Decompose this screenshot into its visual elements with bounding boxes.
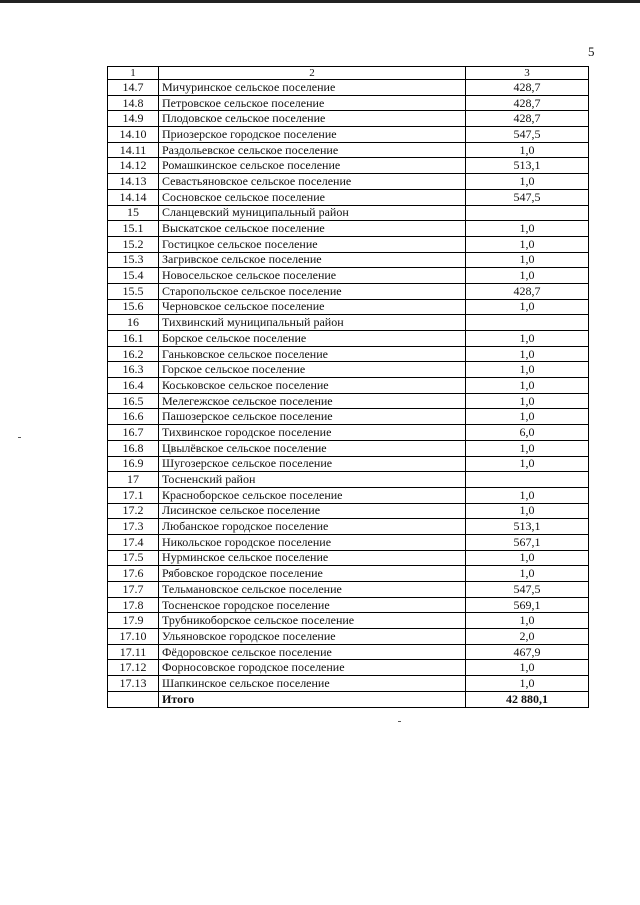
table-row: [108, 472, 589, 488]
row-value: 547,5: [466, 582, 589, 598]
row-number: 17.5: [108, 550, 159, 566]
table-row: [108, 80, 589, 96]
row-name: Трубникоборское сельское поселение: [159, 613, 466, 629]
row-value: 428,7: [466, 80, 589, 96]
row-name: Шугозерское сельское поселение: [159, 456, 466, 472]
row-value: 1,0: [466, 440, 589, 456]
table-row: [108, 440, 589, 456]
row-name: Борское сельское поселение: [159, 331, 466, 347]
row-number: 14.9: [108, 111, 159, 127]
table-row: [108, 268, 589, 284]
row-name: Тихвинский муниципальный район: [159, 315, 466, 331]
row-number: 16.4: [108, 378, 159, 394]
table-row: [108, 331, 589, 347]
allocation-table: [107, 66, 589, 708]
row-number: 15.1: [108, 221, 159, 237]
table-row: [108, 566, 589, 582]
table-row: [108, 362, 589, 378]
row-name: Пашозерское сельское поселение: [159, 409, 466, 425]
row-number: 16.1: [108, 331, 159, 347]
row-value: 1,0: [466, 378, 589, 394]
row-number: 16.3: [108, 362, 159, 378]
row-number: [108, 691, 159, 707]
row-name: Плодовское сельское поселение: [159, 111, 466, 127]
row-name: Цвылёвское сельское поселение: [159, 440, 466, 456]
row-value: 513,1: [466, 519, 589, 535]
row-name: Горское сельское поселение: [159, 362, 466, 378]
table-row: [108, 629, 589, 645]
row-value: 6,0: [466, 425, 589, 441]
row-number: 17: [108, 472, 159, 488]
row-number: 16.5: [108, 393, 159, 409]
table-row: [108, 534, 589, 550]
row-name: Любанское городское поселение: [159, 519, 466, 535]
row-number: 14.11: [108, 142, 159, 158]
row-value: 567,1: [466, 534, 589, 550]
row-name: Мичуринское сельское поселение: [159, 80, 466, 96]
table-row: [108, 158, 589, 174]
row-value: 547,5: [466, 189, 589, 205]
row-number: 14.8: [108, 95, 159, 111]
row-value: 1,0: [466, 613, 589, 629]
row-number: 17.4: [108, 534, 159, 550]
row-number: 15: [108, 205, 159, 221]
table-row: [108, 676, 589, 692]
row-number: 16.6: [108, 409, 159, 425]
row-number: 16.9: [108, 456, 159, 472]
table-row: [108, 315, 589, 331]
row-value: 467,9: [466, 644, 589, 660]
row-number: 16: [108, 315, 159, 331]
row-number: 17.2: [108, 503, 159, 519]
row-value: 513,1: [466, 158, 589, 174]
scan-mark-left: [18, 437, 21, 438]
table-row: [108, 378, 589, 394]
row-number: 17.8: [108, 597, 159, 613]
row-name: Гостицкое сельское поселение: [159, 236, 466, 252]
table-row: [108, 111, 589, 127]
row-name: Севастьяновское сельское поселение: [159, 174, 466, 190]
row-name: Тельмановское сельское поселение: [159, 582, 466, 598]
row-number: 16.7: [108, 425, 159, 441]
row-number: 17.1: [108, 487, 159, 503]
row-value: 428,7: [466, 95, 589, 111]
table-total-row: [108, 691, 589, 707]
header-col-2: 2: [159, 67, 466, 80]
row-name: Черновское сельское поселение: [159, 299, 466, 315]
table-row: [108, 346, 589, 362]
row-number: 15.2: [108, 236, 159, 252]
table-row: [108, 409, 589, 425]
row-value: 42 880,1: [466, 691, 589, 707]
row-number: 15.6: [108, 299, 159, 315]
row-number: 15.3: [108, 252, 159, 268]
scan-top-edge: [0, 0, 640, 3]
row-value: 1,0: [466, 236, 589, 252]
row-value: 428,7: [466, 283, 589, 299]
row-name: Коськовское сельское поселение: [159, 378, 466, 394]
table-row: [108, 393, 589, 409]
row-name: Выскатское сельское поселение: [159, 221, 466, 237]
row-name: Мелегежское сельское поселение: [159, 393, 466, 409]
table-row: [108, 550, 589, 566]
row-name: Тосненский район: [159, 472, 466, 488]
row-value: 1,0: [466, 393, 589, 409]
row-number: 15.4: [108, 268, 159, 284]
row-value: [466, 315, 589, 331]
table-row: [108, 644, 589, 660]
row-name: Приозерское городское поселение: [159, 127, 466, 143]
row-value: 1,0: [466, 456, 589, 472]
row-value: 1,0: [466, 676, 589, 692]
row-number: 17.11: [108, 644, 159, 660]
row-name: Итого: [159, 691, 466, 707]
table-row: [108, 95, 589, 111]
row-value: 1,0: [466, 550, 589, 566]
row-value: 1,0: [466, 409, 589, 425]
table-header-row: [108, 67, 589, 80]
header-col-1: 1: [108, 67, 159, 80]
table-row: [108, 205, 589, 221]
row-name: Тосненское городское поселение: [159, 597, 466, 613]
table-row: [108, 597, 589, 613]
row-value: [466, 205, 589, 221]
row-number: 17.13: [108, 676, 159, 692]
table-row: [108, 283, 589, 299]
row-name: Шапкинское сельское поселение: [159, 676, 466, 692]
table-row: [108, 519, 589, 535]
row-name: Загривское сельское поселение: [159, 252, 466, 268]
row-number: 16.2: [108, 346, 159, 362]
table-row: [108, 236, 589, 252]
row-name: Ульяновское городское поселение: [159, 629, 466, 645]
table-row: [108, 127, 589, 143]
row-value: 1,0: [466, 268, 589, 284]
row-number: 17.6: [108, 566, 159, 582]
row-value: 1,0: [466, 174, 589, 190]
page-number: 5: [588, 44, 595, 59]
row-name: Сланцевский муниципальный район: [159, 205, 466, 221]
table-row: [108, 221, 589, 237]
row-number: 17.12: [108, 660, 159, 676]
row-value: 1,0: [466, 362, 589, 378]
row-value: [466, 472, 589, 488]
table-row: [108, 299, 589, 315]
row-value: 1,0: [466, 142, 589, 158]
row-value: 1,0: [466, 252, 589, 268]
row-name: Лисинское сельское поселение: [159, 503, 466, 519]
row-name: Петровское сельское поселение: [159, 95, 466, 111]
row-number: 16.8: [108, 440, 159, 456]
row-name: Никольское городское поселение: [159, 534, 466, 550]
row-name: Нурминское сельское поселение: [159, 550, 466, 566]
table-row: [108, 503, 589, 519]
row-name: Форносовское городское поселение: [159, 660, 466, 676]
row-name: Новосельское сельское поселение: [159, 268, 466, 284]
table-row: [108, 487, 589, 503]
row-number: 17.3: [108, 519, 159, 535]
row-name: Сосновское сельское поселение: [159, 189, 466, 205]
row-value: 1,0: [466, 566, 589, 582]
row-name: Ганьковское сельское поселение: [159, 346, 466, 362]
row-number: 17.9: [108, 613, 159, 629]
table-row: [108, 174, 589, 190]
row-name: Красноборское сельское поселение: [159, 487, 466, 503]
row-name: Тихвинское городское поселение: [159, 425, 466, 441]
row-number: 14.7: [108, 80, 159, 96]
row-name: Старопольское сельское поселение: [159, 283, 466, 299]
row-value: 1,0: [466, 299, 589, 315]
row-value: 1,0: [466, 660, 589, 676]
row-name: Фёдоровское сельское поселение: [159, 644, 466, 660]
row-name: Ромашкинское сельское поселение: [159, 158, 466, 174]
row-value: 547,5: [466, 127, 589, 143]
row-number: 17.7: [108, 582, 159, 598]
row-value: 1,0: [466, 346, 589, 362]
table-row: [108, 660, 589, 676]
table-row: [108, 252, 589, 268]
table-row: [108, 189, 589, 205]
row-value: 1,0: [466, 331, 589, 347]
row-value: 1,0: [466, 221, 589, 237]
row-value: 2,0: [466, 629, 589, 645]
table-row: [108, 582, 589, 598]
table-row: [108, 456, 589, 472]
row-value: 1,0: [466, 487, 589, 503]
row-number: 14.13: [108, 174, 159, 190]
row-number: 14.14: [108, 189, 159, 205]
table-row: [108, 613, 589, 629]
row-number: 17.10: [108, 629, 159, 645]
table-row: [108, 425, 589, 441]
table-row: [108, 142, 589, 158]
row-number: 14.12: [108, 158, 159, 174]
row-number: 15.5: [108, 283, 159, 299]
row-name: Раздольевское сельское поселение: [159, 142, 466, 158]
scan-mark-bottom: [398, 721, 401, 722]
row-number: 14.10: [108, 127, 159, 143]
row-value: 1,0: [466, 503, 589, 519]
row-name: Рябовское городское поселение: [159, 566, 466, 582]
row-value: 569,1: [466, 597, 589, 613]
header-col-3: 3: [466, 67, 589, 80]
row-value: 428,7: [466, 111, 589, 127]
